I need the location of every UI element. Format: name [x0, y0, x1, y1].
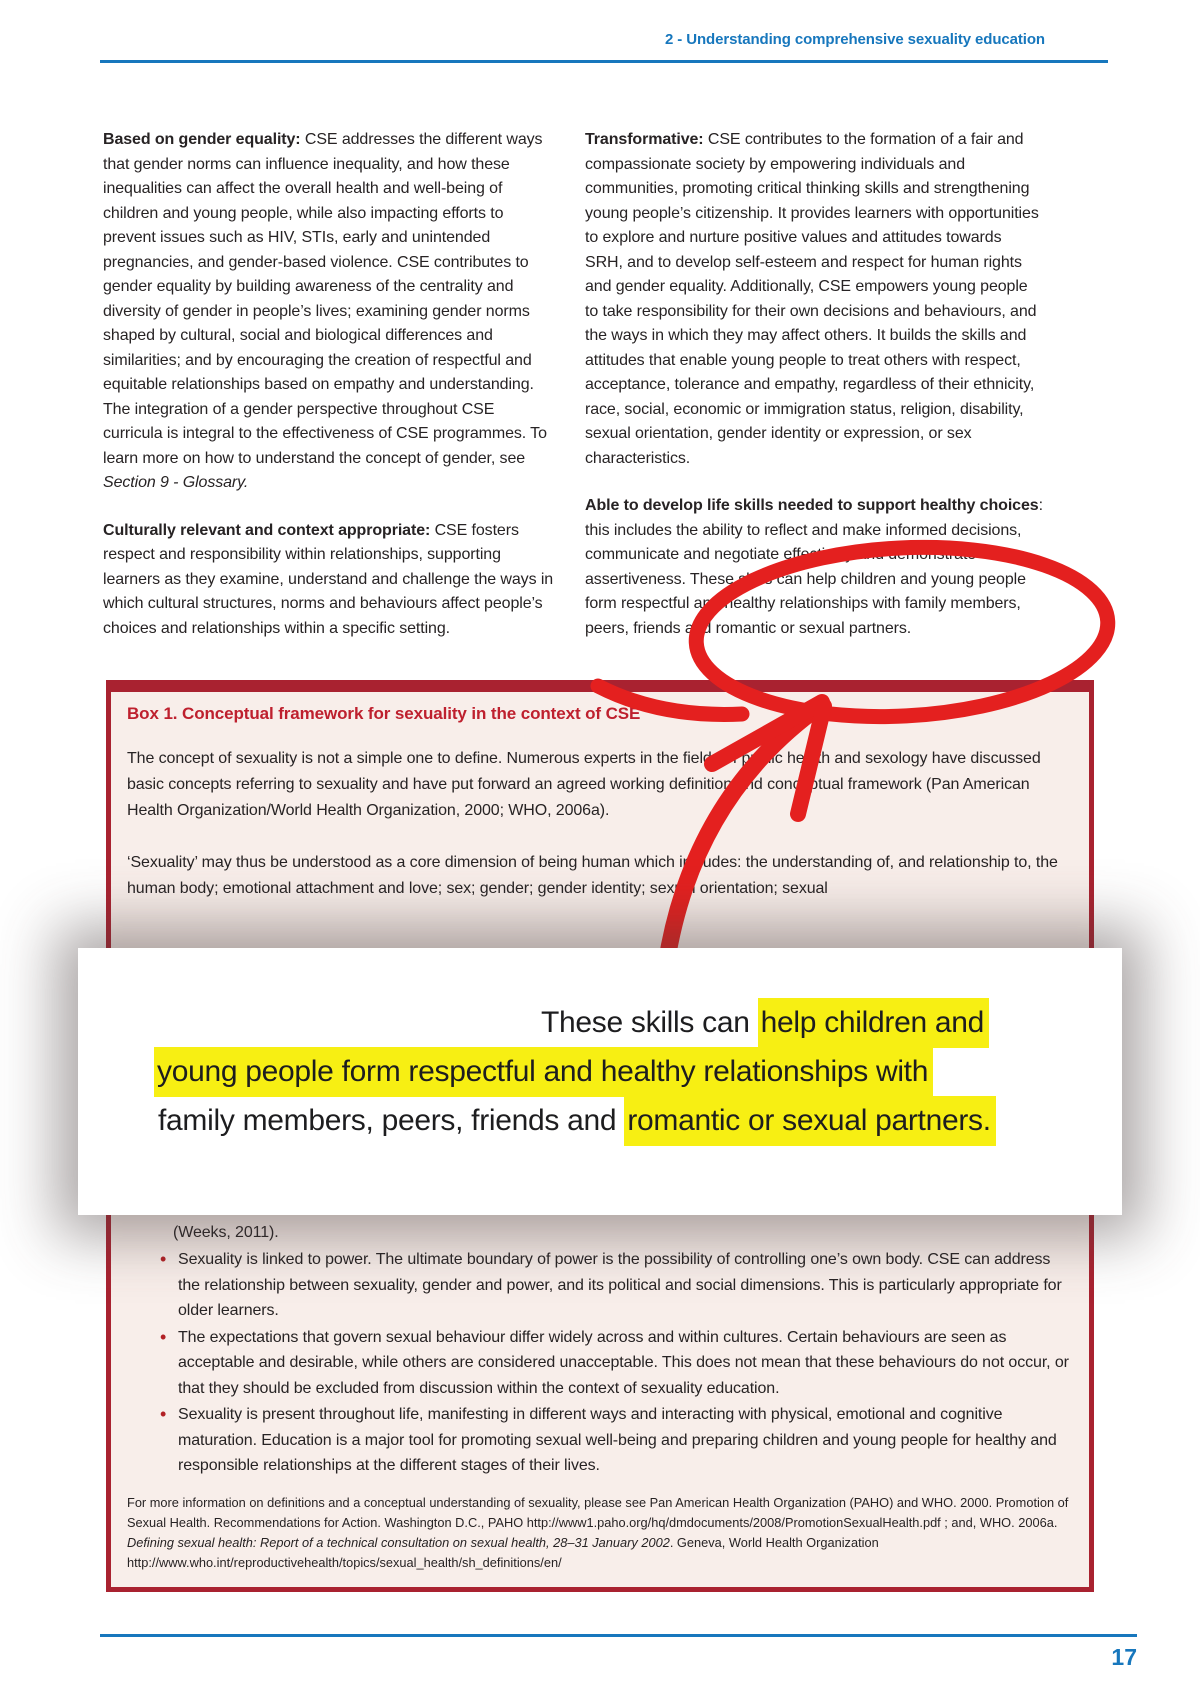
highlight-span: young people form respectful and healthy relationships with: [154, 1047, 933, 1097]
box1-paragraph-2: ‘Sexuality’ may thus be understood as a core dimension of being human which includes: the understanding of, and relationship to, the human body; emotional attachment and love; sex; gender; gender identity; sexual orientation; sexual: [127, 854, 1058, 897]
paragraph-body-text: CSE contributes to the formation of a fair and compassionate society by empowering individuals and communities, promoting critical thinking skills and strengthening young people’s citizenship. It provides learners with opportunities to explore and nurture positive values and attitudes towards SRH, and to develop self-esteem and respect for human rights and gender equality. Additionally, CSE empowers young people to take responsibility for their own decisions and behaviours, and the ways in which they may affect others. It builds the skills and attitudes that enable young people to treat others with respect, acceptance, tolerance and empathy, regardless of their ethnicity, race, social, economic or immigration status, religion, disability, sexual orientation, gender identity or expression, or sex characteristics.: [585, 131, 1039, 467]
box1-title: Box 1. Conceptual framework for sexuality in the context of CSE: [127, 704, 641, 723]
paragraph-lead-bold: Based on gender equality:: [103, 131, 301, 148]
paragraph-body-text: : this includes the ability to reflect and make informed decisions, communicate and negotiate effectively and demonstrate assertiveness. These skills can help children and young people form respectful and healthy relationships with family members, peers, friends and romantic or sexual partners.: [585, 497, 1043, 637]
paragraph-lead-bold: Culturally relevant and context appropriate:: [103, 521, 431, 539]
footnote-text: For more information on definitions and a conceptual understanding of sexuality, please see Pan American Health Organization (PAHO) and WHO. 2000. Promotion of Sexual Health. Recommendations for Action. Washington D.C., PAHO http://www1.paho.org/hq/dmdocuments/2008/PromotionSexualHealth.pdf ; and, WHO. 2006a.: [127, 1494, 1069, 1530]
box1-footnote: [127, 1493, 1073, 1573]
paragraph-lead-bold: Transformative:: [585, 131, 704, 148]
highlight-span: help children and: [758, 998, 989, 1048]
footnote-italic-title: Defining sexual health: Report of a technical consultation on sexual health, 28–31 January 2002: [127, 1534, 670, 1550]
callout-text: family members, peers, friends and: [158, 1104, 625, 1137]
footnote-text: . Geneva, World Health Organization http://www.who.int/reproductivehealth/topics/sexual_health/sh_definitions/en/: [127, 1534, 879, 1570]
highlight-span: romantic or sexual partners.: [624, 1096, 995, 1146]
paragraph-lead-bold: Able to develop life skills needed to support healthy choices: [585, 497, 1039, 514]
paragraph-body-text: CSE addresses the different ways that gender norms can influence inequality, and how these inequalities can affect the overall health and well-being of children and young people, while also impacting efforts to prevent issues such as HIV, STIs, early and unintended pregnancies, and gender-based violence. CSE contributes to gender equality by building awareness of the centrality and diversity of gender in people’s lives; examining gender norms shaped by cultural, social and biological differences and similarities; and by encouraging the creation of respectful and equitable relationships based on empathy and understanding. The integration of a gender perspective throughout CSE curricula is integral to the effectiveness of CSE programmes. To learn more on how to understand the concept of gender, see: [103, 131, 547, 467]
box1-paragraph-1: The concept of sexuality is not a simple one to define. Numerous experts in the fields of public health and sexology have discussed basic concepts referring to sexuality and have put forward an agreed working definition and conceptual framework (Pan American Health Organization/World Health Organization, 2000; WHO, 2006a).: [127, 750, 1041, 819]
footer-rule: [100, 1634, 1137, 1637]
right-column: [585, 128, 1043, 641]
paragraph-culturally-relevant: [103, 519, 558, 642]
paragraph-transformative: [585, 128, 1043, 471]
paragraph-life-skills: [585, 494, 1043, 641]
paragraph-gender-equality: [103, 128, 558, 496]
page-header: 2 - Understanding comprehensive sexuality education: [664, 31, 1045, 48]
callout-line-2: [78, 1047, 1122, 1096]
magnified-text-callout: [78, 948, 1122, 1215]
bullet-item: • Sexuality is linked to power. The ultimate boundary of power is the possibility of controlling one’s own body. CSE can address the relationship between sexuality, gender and power, and its political and social dimensions. This is particularly appropriate for older learners.: [127, 1247, 1073, 1324]
page-number: 17: [1111, 1644, 1137, 1670]
box1-weeks-citation: (Weeks, 2011).: [173, 1224, 279, 1241]
left-column: [103, 128, 558, 641]
bullet-item: • Sexuality is present throughout life, manifesting in different ways and interacting with physical, emotional and cognitive maturation. Education is a major tool for promoting sexual well-being and preparing children and young people for healthy and responsible relationships at the different stages of their lives.: [127, 1402, 1073, 1479]
callout-line-1: [78, 998, 1122, 1047]
header-rule: [100, 60, 1108, 63]
paragraph-body-text: CSE fosters respect and responsibility within relationships, supporting learners as they examine, understand and challenge the ways in which cultural structures, norms and behaviours affect people’s choices and relationships within a specific setting.: [103, 521, 554, 637]
box1-bullet-list: [127, 1247, 1073, 1479]
bullet-item: • The expectations that govern sexual behaviour differ widely across and within cultures. Certain behaviours are seen as acceptable and desirable, while others are considered unacceptable. This does not mean that these behaviours do not occur, or that they should be excluded from discussion within the context of sexuality education.: [127, 1325, 1073, 1402]
glossary-reference: Section 9 - Glossary.: [103, 474, 249, 491]
callout-line-3: [78, 1096, 1122, 1145]
callout-text: These skills can: [541, 1006, 758, 1039]
